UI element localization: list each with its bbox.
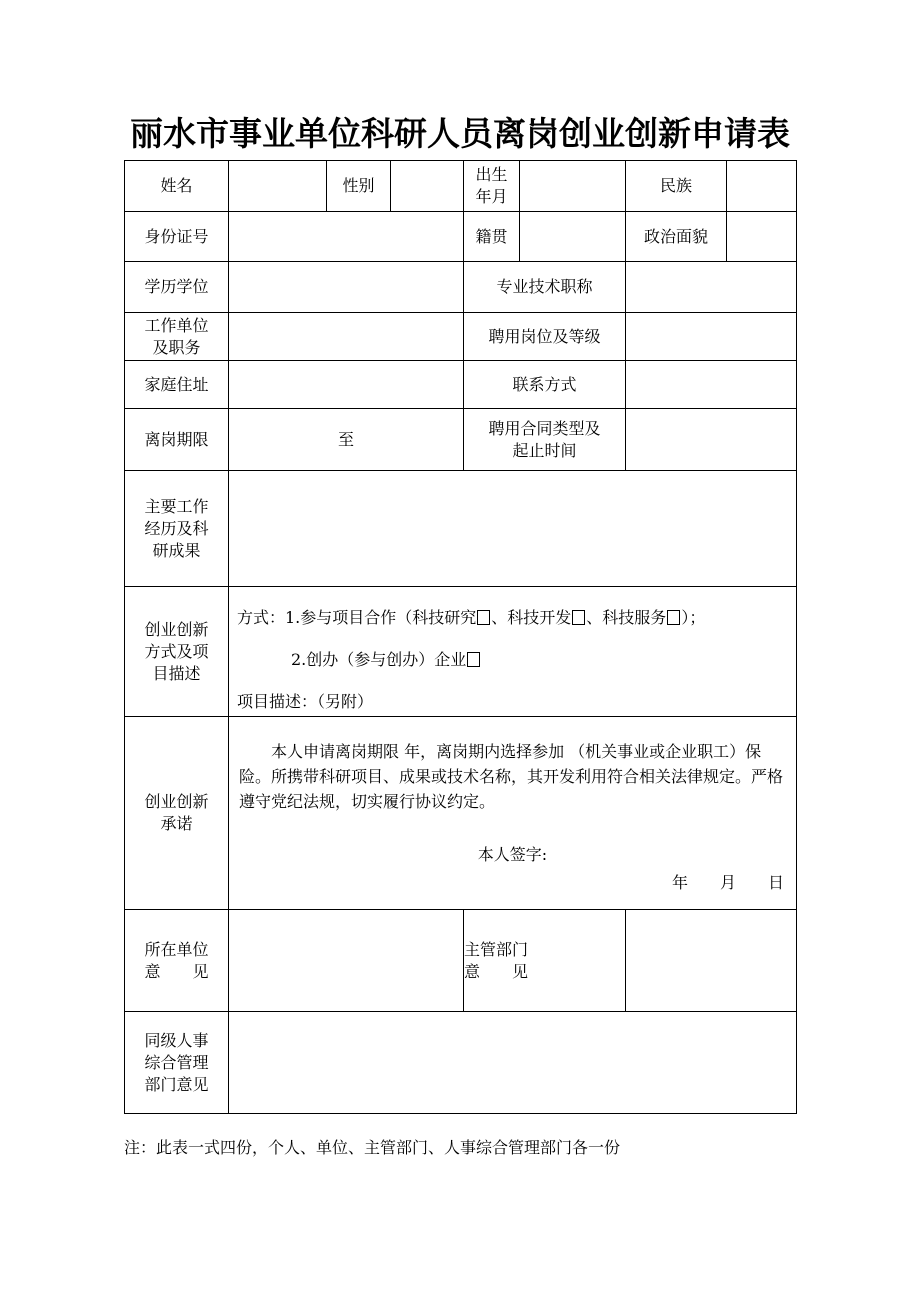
- contract-field[interactable]: [626, 409, 797, 471]
- row-hr-opinion: [125, 1012, 797, 1114]
- native-place-label: 籍贯: [464, 212, 520, 262]
- checkbox-development[interactable]: [572, 610, 585, 625]
- experience-label: [125, 471, 229, 587]
- ethnicity-label: 民族: [626, 161, 727, 212]
- promise-label-line1: 创业创新: [144, 792, 209, 811]
- birth-label: [464, 161, 520, 212]
- checkbox-enterprise[interactable]: [467, 652, 480, 667]
- mode-option-2: [237, 649, 788, 671]
- position-label: 聘用岗位及等级: [464, 313, 626, 361]
- mode-label-line2: 方式及项: [144, 641, 209, 661]
- address-field[interactable]: [229, 361, 464, 409]
- mode-label-line3: 目描述: [152, 663, 201, 683]
- experience-label-line1: 主要工作: [144, 496, 209, 516]
- birth-label-line1: 出生: [475, 165, 508, 184]
- row-work-unit: [125, 313, 797, 361]
- row-education: [125, 262, 797, 313]
- leave-period-label: 离岗期限: [125, 409, 229, 471]
- contract-label-line1: 聘用合同类型及: [488, 418, 601, 438]
- promise-label: [125, 717, 229, 910]
- mode-option-1-text-b: 、科技开发: [491, 608, 572, 627]
- unit-opinion-line1: 所在单位: [144, 939, 209, 959]
- mode-option-1-text-d: ）；: [681, 608, 706, 627]
- mode-option-2-text: 2.创办（参与创办）企业: [291, 650, 467, 669]
- birth-label-line2: 年月: [475, 187, 508, 206]
- row-basic-info: [125, 161, 797, 212]
- name-field[interactable]: [229, 161, 327, 212]
- unit-opinion-field[interactable]: [229, 910, 464, 1012]
- row-mode: [125, 587, 797, 717]
- row-id: [125, 212, 797, 262]
- leave-period-field[interactable]: 至: [229, 409, 464, 471]
- row-leave: [125, 409, 797, 471]
- hr-opinion-line2: 综合管理: [144, 1052, 209, 1072]
- dept-opinion-line1: 主管部门: [464, 939, 529, 959]
- row-opinions: [125, 910, 797, 1012]
- mode-label: [125, 587, 229, 717]
- promise-label-line2: 承诺: [160, 814, 193, 833]
- ethnicity-field[interactable]: [727, 161, 797, 212]
- experience-label-line2: 经历及科: [144, 518, 209, 538]
- id-number-label: 身份证号: [125, 212, 229, 262]
- experience-label-line3: 研成果: [152, 540, 201, 560]
- position-field[interactable]: [626, 313, 797, 361]
- work-unit-label-line1: 工作单位: [144, 315, 209, 335]
- birth-field[interactable]: [520, 161, 626, 212]
- work-unit-field[interactable]: [229, 313, 464, 361]
- signature-label[interactable]: 本人签字:: [477, 845, 548, 864]
- address-label: 家庭住址: [125, 361, 229, 409]
- contract-label-line2: 起止时间: [512, 440, 577, 460]
- hr-opinion-line3: 部门意见: [144, 1074, 209, 1094]
- contact-field[interactable]: [626, 361, 797, 409]
- unit-opinion-label: [125, 910, 229, 1012]
- hr-opinion-line1: 同级人事: [144, 1030, 209, 1050]
- contact-label: 联系方式: [464, 361, 626, 409]
- footnote: 注：此表一式四份，个人、单位、主管部门、人事综合管理部门各一份: [124, 1138, 621, 1157]
- project-description: 项目描述：（另附）: [237, 692, 374, 711]
- dept-opinion-field[interactable]: [626, 910, 797, 1012]
- education-field[interactable]: [229, 262, 464, 313]
- row-promise: [125, 717, 797, 910]
- political-status-label: 政治面貌: [626, 212, 727, 262]
- signature-date: 年 月 日: [671, 873, 784, 892]
- experience-field[interactable]: [229, 471, 797, 587]
- political-status-field[interactable]: [727, 212, 797, 262]
- hr-opinion-label: [125, 1012, 229, 1114]
- mode-option-1: [237, 607, 788, 629]
- work-unit-label: [125, 313, 229, 361]
- education-label: 学历学位: [125, 262, 229, 313]
- gender-field[interactable]: [391, 161, 464, 212]
- dept-opinion-label: [464, 910, 626, 1012]
- promise-text: 本人申请离岗期限 年，离岗期内选择参加 （机关事业或企业职工）保险。所携带科研项目、成果或技术名称，其开发利用符合相关法律规定。严格遵守党纪法规，切实履行协议约定。: [239, 742, 784, 811]
- hr-opinion-field[interactable]: [229, 1012, 797, 1114]
- application-form: [124, 160, 797, 1114]
- unit-opinion-line2: 意 见: [144, 961, 209, 981]
- checkbox-service[interactable]: [667, 610, 680, 625]
- id-number-field[interactable]: [229, 212, 464, 262]
- promise-field: [229, 717, 797, 910]
- name-label: 姓名: [125, 161, 229, 212]
- mode-option-1-text-c: 、科技服务: [586, 608, 667, 627]
- row-address: [125, 361, 797, 409]
- title-label: 专业技术职称: [464, 262, 626, 313]
- checkbox-research[interactable]: [477, 610, 490, 625]
- mode-label-line1: 创业创新: [144, 619, 209, 639]
- gender-label: 性别: [327, 161, 391, 212]
- dept-opinion-line2: 意 见: [464, 961, 529, 981]
- row-experience: [125, 471, 797, 587]
- page-title: 丽水市事业单位科研人员离岗创业创新申请表: [130, 114, 790, 153]
- native-place-field[interactable]: [520, 212, 626, 262]
- title-field[interactable]: [626, 262, 797, 313]
- mode-field: [229, 587, 797, 717]
- mode-option-1-text-a: 方式：1.参与项目合作（科技研究: [237, 608, 477, 627]
- contract-label: [464, 409, 626, 471]
- work-unit-label-line2: 及职务: [152, 337, 201, 357]
